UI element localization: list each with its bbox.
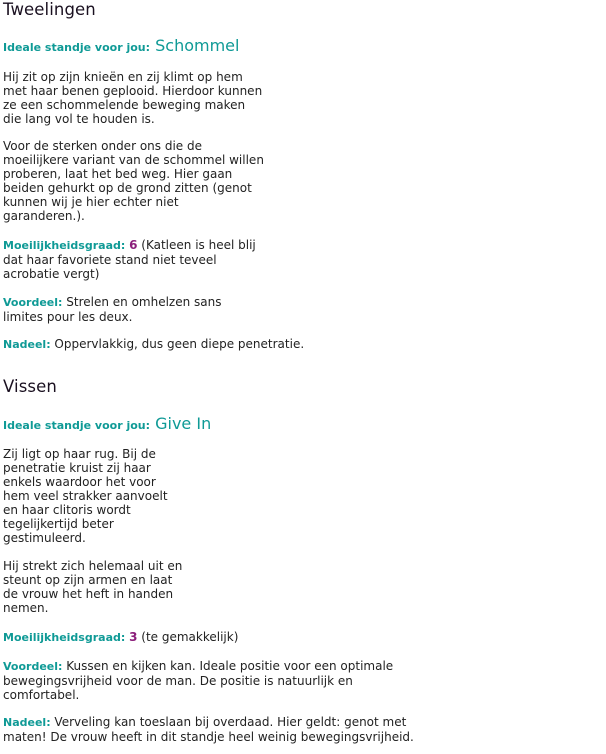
text-line: dat haar favoriete stand niet teveel (3, 253, 217, 267)
difficulty-label: Moeilijkheidsgraad: (3, 239, 126, 252)
text-line: limites pour les deux. (3, 310, 133, 324)
text-line: en haar clitoris wordt (3, 503, 131, 517)
disadvantage-block (3, 337, 304, 352)
section-title: Vissen (3, 377, 57, 396)
text-line: tegelijkertijd beter (3, 517, 114, 531)
text-line: de vrouw het heft in handen (3, 587, 174, 601)
ideal-position-line (3, 36, 239, 58)
disadvantage-line (3, 337, 304, 352)
difficulty-line (3, 238, 256, 253)
text-line: hem veel strakker aanvoelt (3, 489, 168, 503)
disadvantage-label: Nadeel: (3, 338, 51, 351)
text-line: penetratie kruist zij haar (3, 461, 151, 475)
ideal-position-value: Give In (155, 414, 212, 433)
text-line: maten! De vrouw heeft in dit standje heel weinig bewegingsvrijheid. (3, 730, 414, 744)
text-line: die lang vol te houden is. (3, 112, 155, 126)
text-line: enkels waardoor het voor (3, 475, 156, 489)
text-line: ze een schommelende beweging maken (3, 98, 246, 112)
text-line: nemen. (3, 601, 49, 615)
ideal-position-line (3, 414, 211, 436)
advantage-text: Strelen en omhelzen sans (66, 295, 222, 309)
text-line: Hij zit op zijn knieën en zij klimt op hem (3, 70, 243, 84)
section-title: Tweelingen (3, 0, 96, 19)
disadvantage-text: Verveling kan toeslaan bij overdaad. Hier geldt: genot met (54, 715, 407, 729)
difficulty-value: 3 (129, 630, 138, 644)
text-line: Hij strekt zich helemaal uit en (3, 559, 183, 573)
difficulty-note: (te gemakkelijk) (141, 630, 239, 644)
description-paragraph (3, 447, 168, 545)
disadvantage-line (3, 715, 414, 730)
ideal-position-label: Ideale standje voor jou: (3, 41, 151, 54)
description-paragraph (3, 559, 182, 615)
text-line: Zij ligt op haar rug. Bij de (3, 447, 156, 461)
advantage-text: Kussen en kijken kan. Ideale positie voor een optimale (66, 659, 394, 673)
difficulty-block (3, 238, 256, 281)
text-line: moeilijkere variant van de schommel willen (3, 153, 264, 167)
ideal-position-value: Schommel (155, 36, 240, 55)
text-line: steunt op zijn armen en laat (3, 573, 173, 587)
description-paragraph (3, 139, 264, 223)
text-line: kunnen wij je hier echter niet (3, 195, 179, 209)
text-line: bewegingsvrijheid voor de man. De positie is natuurlijk en (3, 674, 353, 688)
text-line: garanderen.). (3, 209, 85, 223)
text-line: comfortabel. (3, 688, 80, 702)
advantage-line (3, 295, 221, 310)
text-line: Voor de sterken onder ons die de (3, 139, 202, 153)
text-line: proberen, laat het bed weg. Hier gaan (3, 167, 233, 181)
disadvantage-text: Oppervlakkig, dus geen diepe penetratie. (54, 337, 305, 351)
difficulty-line (3, 630, 238, 645)
ideal-position-label: Ideale standje voor jou: (3, 419, 151, 432)
difficulty-block (3, 630, 238, 645)
advantage-label: Voordeel: (3, 660, 63, 673)
advantage-block (3, 295, 221, 324)
description-paragraph (3, 70, 262, 126)
text-line: beiden gehurkt op de grond zitten (genot (3, 181, 252, 195)
advantage-line (3, 659, 393, 674)
difficulty-label: Moeilijkheidsgraad: (3, 631, 126, 644)
text-line: gestimuleerd. (3, 531, 86, 545)
text-line: acrobatie vergt) (3, 267, 100, 281)
difficulty-value: 6 (129, 238, 138, 252)
advantage-label: Voordeel: (3, 296, 63, 309)
advantage-block (3, 659, 393, 702)
text-line: met haar benen geplooid. Hierdoor kunnen (3, 84, 263, 98)
difficulty-note: (Katleen is heel blij (141, 238, 256, 252)
disadvantage-label: Nadeel: (3, 716, 51, 729)
disadvantage-block (3, 715, 414, 744)
